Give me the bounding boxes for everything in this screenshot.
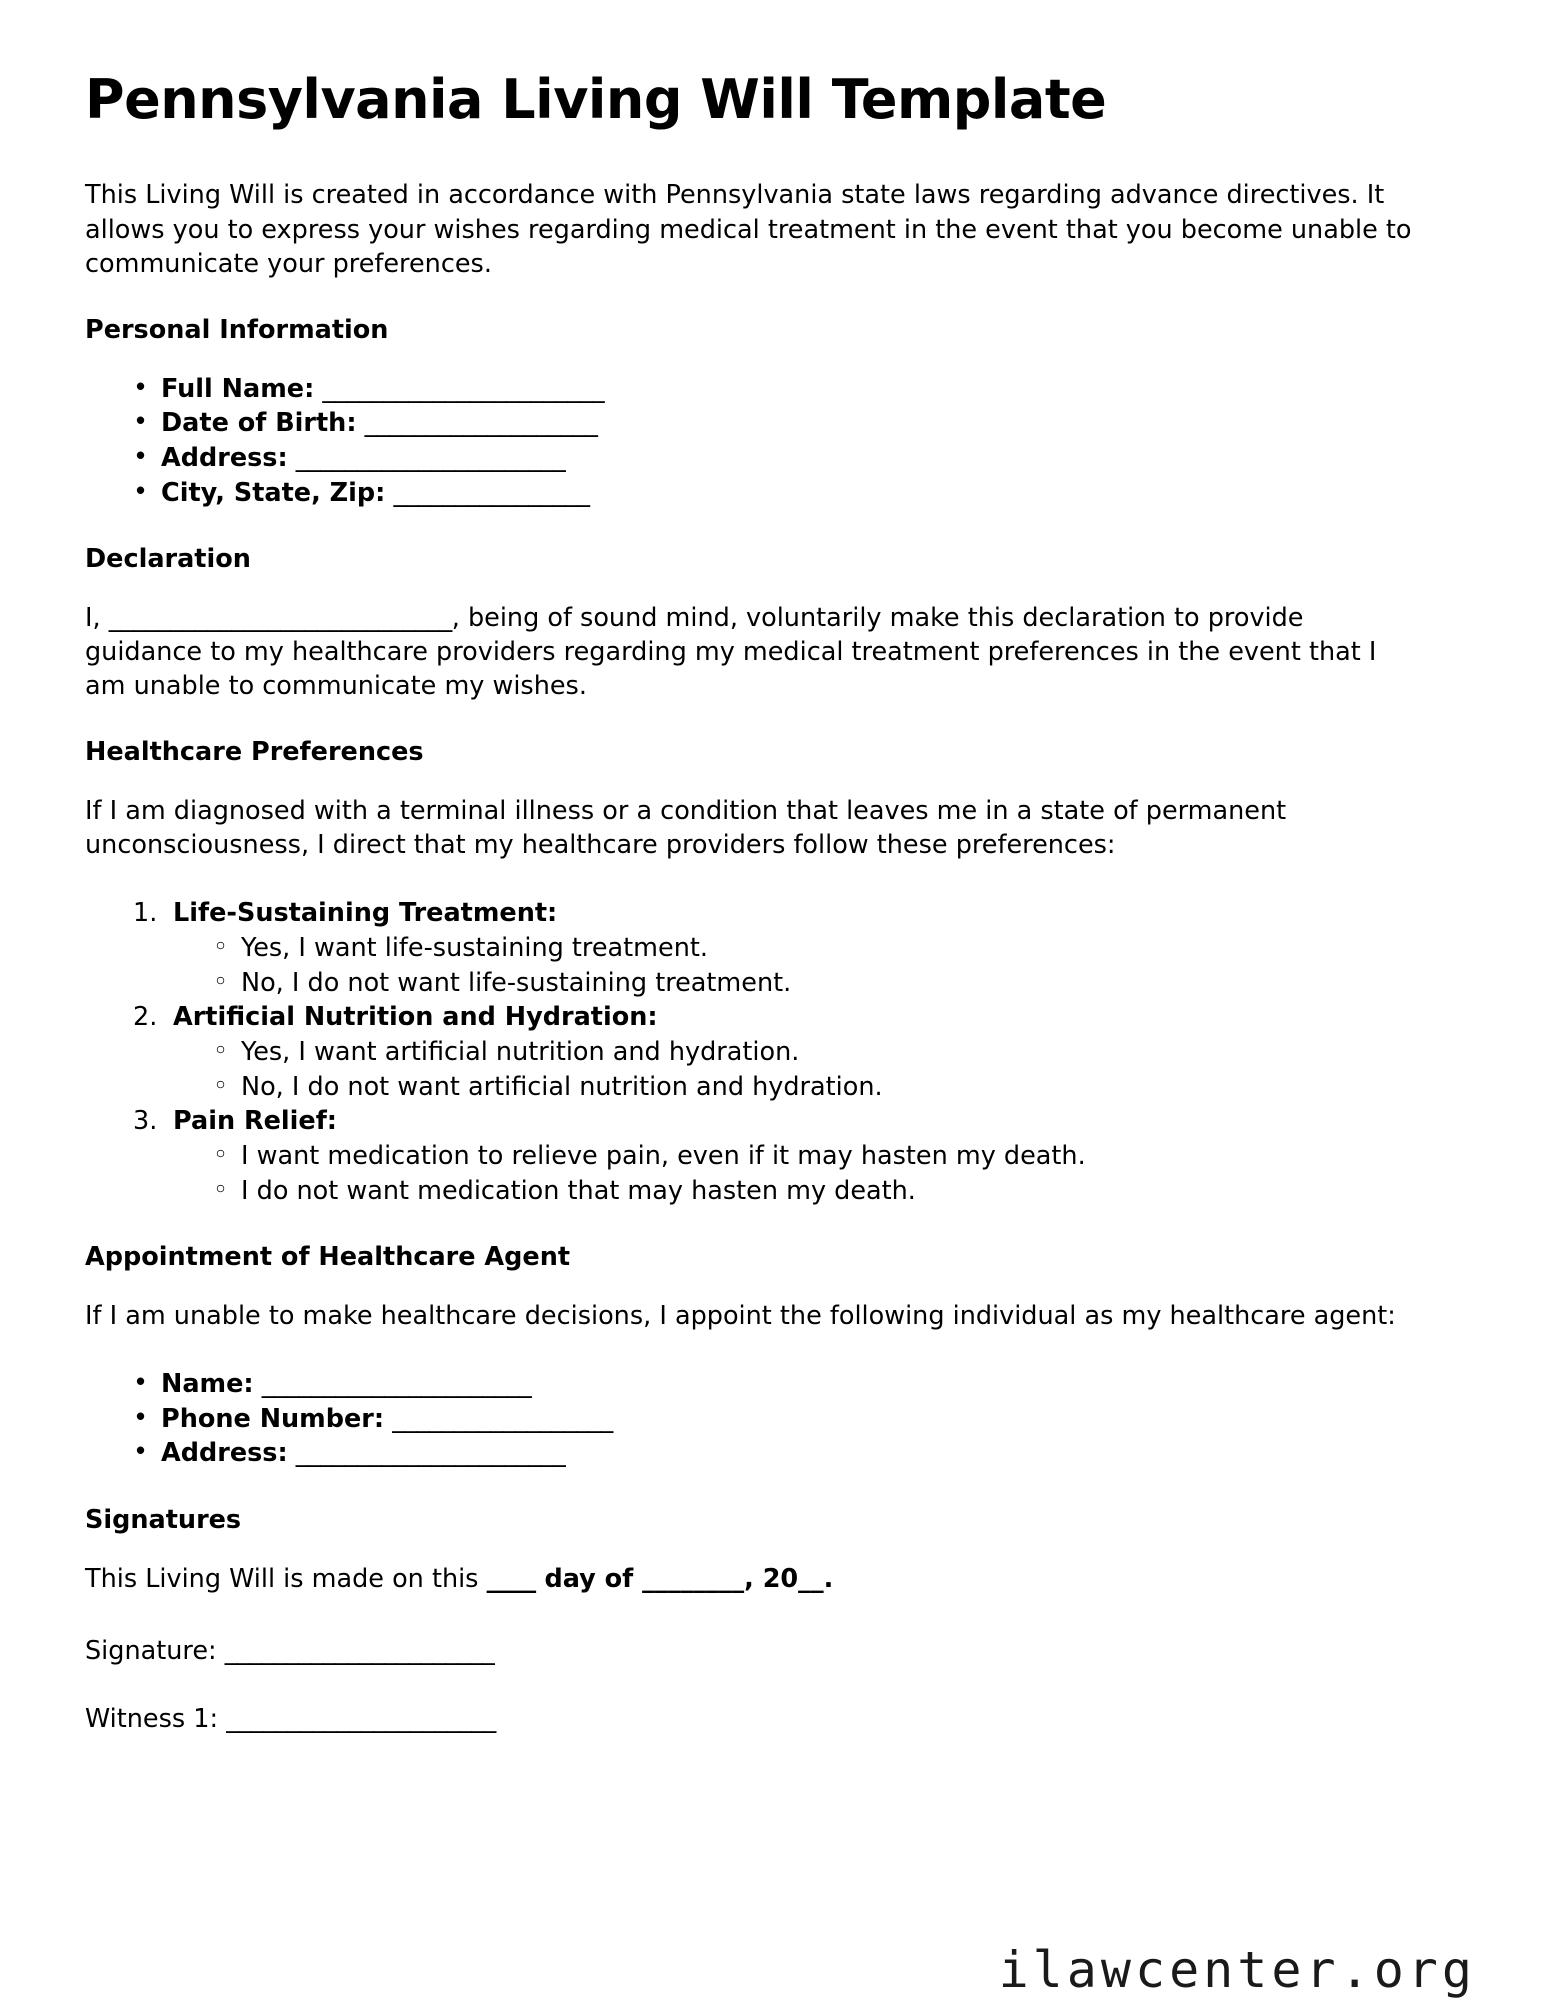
section-heading-signatures: Signatures: [85, 1505, 242, 1535]
preference-label-pain-relief: Pain Relief:: [173, 1106, 337, 1137]
field-label-agent-name: Name:: [161, 1368, 254, 1399]
list-item[interactable]: ◦ No, I do not want life-sustaining treatment.: [213, 966, 1469, 1001]
healthcare-agent-list: [85, 1367, 1469, 1471]
list-item[interactable]: ◦ Yes, I want life-sustaining treatment.: [213, 931, 1469, 966]
witness-line: [85, 1702, 1469, 1736]
preference-label-artificial-nutrition-and-hydration: Artificial Nutrition and Hydration:: [173, 1002, 658, 1033]
section-heading-declaration: Declaration: [85, 544, 251, 575]
field-label-city-state-zip: City, State, Zip:: [161, 477, 386, 508]
date-line-prefix: This Living Will is made on this: [85, 1563, 487, 1594]
list-item: [133, 896, 1469, 1000]
blank-line-agent-name[interactable]: ______________________: [261, 1368, 532, 1399]
list-item[interactable]: ◦ Yes, I want artificial nutrition and hydration.: [213, 1035, 1469, 1070]
intro-paragraph: This Living Will is created in accordance with Pennsylvania state laws regarding advance directives. It allows you to express your wishes regarding medical treatment in the event that you become unable to communicate your preferences.: [85, 180, 1412, 279]
healthcare-preferences-intro: If I am diagnosed with a terminal illness or a condition that leaves me in a state of permanent unconsciousness, I direct that my healthcare providers follow these preferences:: [85, 795, 1287, 861]
field-label-witness-1: Witness 1:: [85, 1703, 219, 1734]
blank-line-signature[interactable]: ______________________: [224, 1635, 495, 1666]
list-item: [133, 441, 1469, 476]
list-item: [133, 1000, 1469, 1104]
list-item: [133, 1436, 1469, 1471]
list-item: [133, 1104, 1469, 1208]
field-label-date-of-birth: Date of Birth:: [161, 408, 357, 439]
list-item: [133, 406, 1469, 441]
date-line-year[interactable]: , 20__.: [744, 1563, 834, 1594]
list-item: [133, 1402, 1469, 1437]
preference-options-pain-relief: [173, 1139, 1469, 1208]
declaration-paragraph: [85, 601, 1415, 703]
page-title: Pennsylvania Living Will Template: [85, 68, 1107, 131]
blank-line-agent-phone-number[interactable]: __________________: [392, 1403, 613, 1434]
field-label-full-name: Full Name:: [161, 373, 315, 404]
healthcare-agent-intro: If I am unable to make healthcare decisions, I appoint the following individual as my healthcare agent:: [85, 1300, 1396, 1331]
preference-label-life-sustaining-treatment: Life-Sustaining Treatment:: [173, 898, 558, 929]
field-label-signature: Signature:: [85, 1635, 217, 1666]
declaration-prefix: I,: [85, 602, 109, 633]
blank-line-agent-address[interactable]: ______________________: [295, 1438, 566, 1469]
list-item: [133, 476, 1469, 511]
declaration-suffix: , being of sound mind, voluntarily make this declaration to provide guidance to my healthcare providers regarding my medical treatment preferences in the event that I am unable to communicate my wishes.: [85, 602, 1377, 702]
blank-line-city-state-zip[interactable]: ________________: [393, 477, 590, 508]
blank-line-full-name[interactable]: _______________________: [322, 373, 605, 404]
watermark-ilawcenter: ilawcenter.org: [998, 1941, 1476, 1999]
blank-line-day[interactable]: ____: [486, 1563, 536, 1594]
date-line: [85, 1562, 1469, 1596]
preference-options-life-sustaining-treatment: [173, 931, 1469, 1000]
date-line-month-blank[interactable]: day of ________: [535, 1563, 745, 1594]
field-label-address: Address:: [161, 442, 288, 473]
personal-information-list: [85, 372, 1469, 511]
signature-line: [85, 1634, 1469, 1668]
section-heading-healthcare-preferences: Healthcare Preferences: [85, 737, 424, 768]
list-item[interactable]: ◦ I want medication to relieve pain, even if it may hasten my death.: [213, 1139, 1469, 1174]
preference-options-artificial-nutrition-and-hydration: [173, 1035, 1469, 1104]
list-item[interactable]: ◦ I do not want medication that may hasten my death.: [213, 1174, 1469, 1209]
blank-line-address[interactable]: ______________________: [295, 442, 566, 473]
healthcare-preferences-list: [85, 896, 1469, 1208]
section-heading-appointment-of-healthcare-agent: Appointment of Healthcare Agent: [85, 1242, 571, 1273]
blank-line-witness-1[interactable]: ______________________: [226, 1703, 496, 1734]
field-label-agent-phone-number: Phone Number:: [161, 1403, 385, 1434]
list-item: [133, 372, 1469, 407]
section-heading-personal-information: Personal Information: [85, 314, 389, 345]
field-label-agent-address: Address:: [161, 1438, 288, 1469]
list-item[interactable]: ◦ No, I do not want artificial nutrition and hydration.: [213, 1070, 1469, 1105]
blank-line-declarant-name[interactable]: ____________________________: [108, 602, 452, 633]
blank-line-date-of-birth[interactable]: ___________________: [364, 408, 598, 439]
list-item: [133, 1367, 1469, 1402]
